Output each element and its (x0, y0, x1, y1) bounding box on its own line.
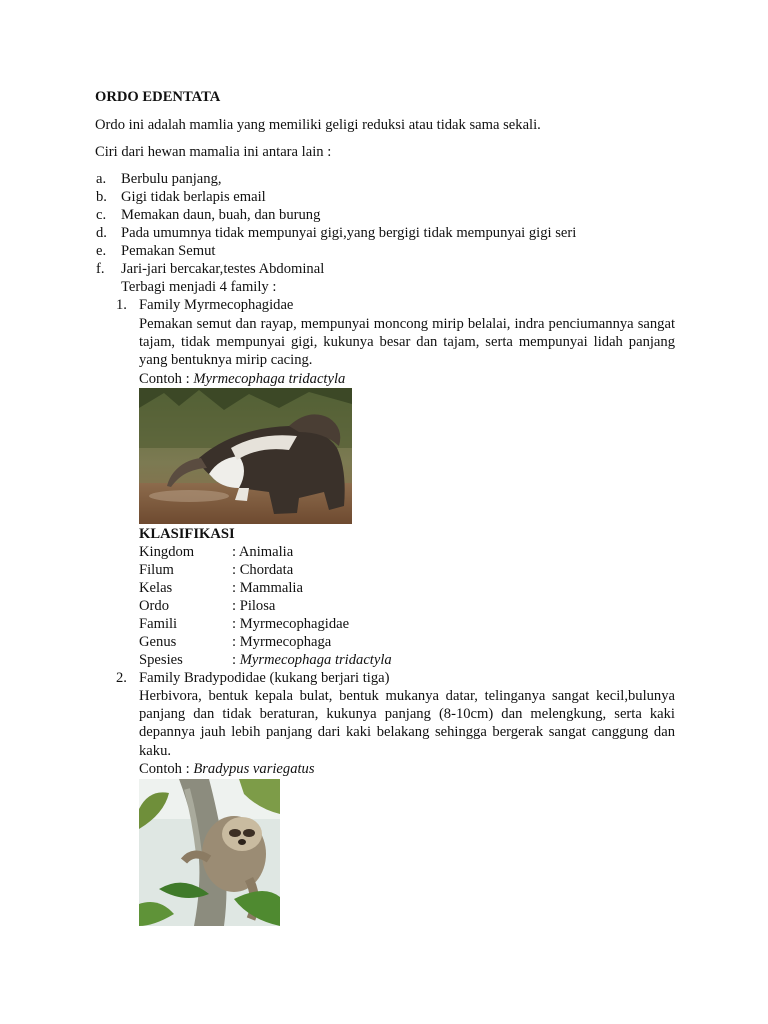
classification-rank: Ordo (139, 598, 169, 614)
classification-value: : Myrmecophaga (232, 634, 332, 650)
classification-rank: Genus (139, 634, 177, 650)
document-title: ORDO EDENTATA (95, 89, 221, 105)
list-marker: b. (96, 189, 107, 205)
classification-row (139, 615, 439, 633)
example-line (139, 760, 315, 778)
anteater-photo (139, 388, 352, 524)
intro-paragraph: Ordo ini adalah mamlia yang memiliki geligi reduksi atau tidak sama sekali. (95, 117, 541, 133)
family-name: Family Myrmecophagidae (139, 297, 294, 313)
classification-value: : Pilosa (232, 598, 276, 614)
classification-value: : Animalia (232, 544, 294, 560)
list-marker: a. (96, 171, 107, 187)
classification-row (139, 543, 439, 561)
list-marker: e. (96, 243, 107, 259)
ciri-heading: Ciri dari hewan mamalia ini antara lain : (95, 144, 332, 160)
classification-row (139, 561, 439, 579)
classification-heading: KLASIFIKASI (139, 526, 235, 542)
family-marker: 2. (116, 670, 127, 686)
list-item: Gigi tidak berlapis email (121, 189, 266, 205)
classification-rank: Spesies (139, 652, 183, 668)
example-species: Bradypus variegatus (193, 761, 315, 777)
classification-row (139, 651, 439, 669)
list-item: Jari-jari bercakar,testes Abdominal (121, 261, 325, 277)
example-species: Myrmecophaga tridactyla (193, 371, 346, 387)
classification-rank: Filum (139, 562, 174, 578)
example-label: Contoh : (139, 761, 194, 777)
example-label: Contoh : (139, 371, 194, 387)
example-line (139, 370, 345, 388)
list-item: Pada umumnya tidak mempunyai gigi,yang bergigi tidak mempunyai gigi seri (121, 225, 577, 241)
family-description: Pemakan semut dan rayap, mempunyai moncong mirip belalai, indra penciumannya sangat tajam, tidak mempunyai gigi, kukunya besar dan tajam, serta mempunyai lidah panjang yang bentuknya mirip cacing. (139, 316, 675, 369)
sloth-photo (139, 779, 280, 926)
family-description: Herbivora, bentuk kepala bulat, bentuk mukanya datar, telinganya sangat kecil,bulunya panjang dan tidak beraturan, kukunya panjang (8-10cm) dan melengkung, serta kaki depannya jauh lebih panjang dari kaki belakang sehingga bergerak sangat canggung dan kaku. (139, 688, 675, 759)
list-marker: d. (96, 225, 107, 241)
classification-rank: Famili (139, 616, 178, 632)
classification-row (139, 597, 439, 615)
classification-row (139, 633, 439, 651)
classification-value: : Mammalia (232, 580, 303, 596)
family-name: Family Bradypodidae (kukang berjari tiga) (139, 670, 390, 686)
classification-value: : Chordata (232, 562, 294, 578)
species-name: Myrmecophaga tridactyla (239, 652, 392, 668)
classification-rank: Kingdom (139, 544, 195, 560)
list-item: Memakan daun, buah, dan burung (121, 207, 321, 223)
family-intro: Terbagi menjadi 4 family : (121, 279, 277, 295)
classification-rank: Kelas (139, 580, 173, 596)
classification-row (139, 579, 439, 597)
classification-value (232, 651, 392, 669)
classification-sep: : (232, 652, 240, 668)
classification-value: : Myrmecophagidae (232, 616, 350, 632)
family-marker: 1. (116, 297, 127, 313)
list-marker: c. (96, 207, 107, 223)
list-item: Pemakan Semut (121, 243, 216, 259)
list-marker: f. (96, 261, 105, 277)
list-item: Berbulu panjang, (121, 171, 222, 187)
